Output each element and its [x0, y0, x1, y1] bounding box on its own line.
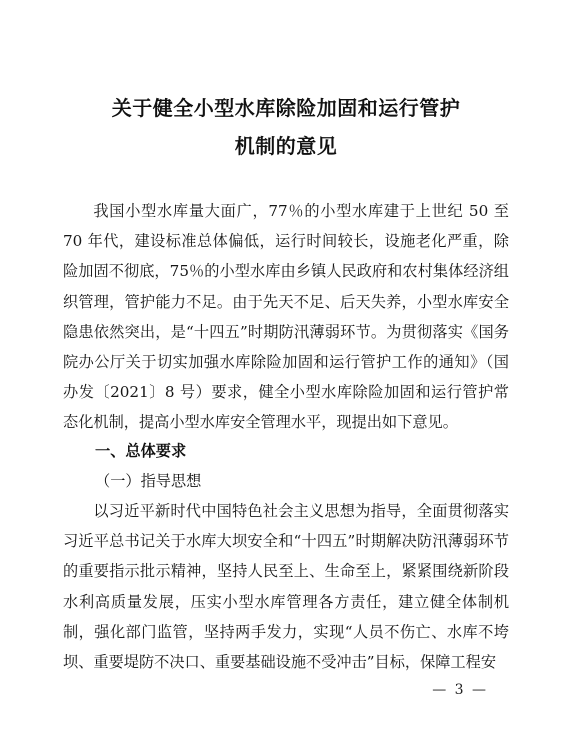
page-number: — 3 —	[432, 682, 488, 698]
section-heading-general-requirements: 一、总体要求	[95, 442, 187, 460]
subsection-heading-guiding-ideology: （一）指导思想	[95, 472, 202, 490]
document-title-line-2: 机制的意见	[234, 134, 338, 158]
document-title-line-1: 关于健全小型水库除险加固和运行管护	[111, 96, 461, 120]
guiding-ideology-paragraph: 以习近平新时代中国特色社会主义思想为指导，全面贯彻落实习近平总书记关于水库大坝安全和“十四五”时期解决防汛薄弱环节的重要指示批示精神，坚持人民至上、生命至上，紧紧围绕新阶段水利高质量发展，压实小型水库管理各方责任，建立健全体制机制，强化部门监管，坚持两手发力，实现“人员不伤亡、水库不垮坝、重要堤防不决口、重要基础设施不受冲击”目标，保障工程安	[63, 502, 509, 672]
intro-paragraph: 我国小型水库量大面广，77％的小型水库建于上世纪 50 至 70 年代，建设标准总体偏低，运行时间较长，设施老化严重，除险加固不彻底，75％的小型水库由乡镇人民政府和农村集体经济组织管理，管护能力不足。由于先天不足、后天失养，小型水库安全隐患依然突出，是“十四五”时期防汛薄弱环节。为贯彻落实《国务院办公厅关于切实加强水库除险加固和运行管护工作的通知》（国办发〔2021〕8 号）要求，健全小型水库除险加固和运行管护常态化机制，提高小型水库安全管理水平，现提出如下意见。	[63, 202, 509, 432]
